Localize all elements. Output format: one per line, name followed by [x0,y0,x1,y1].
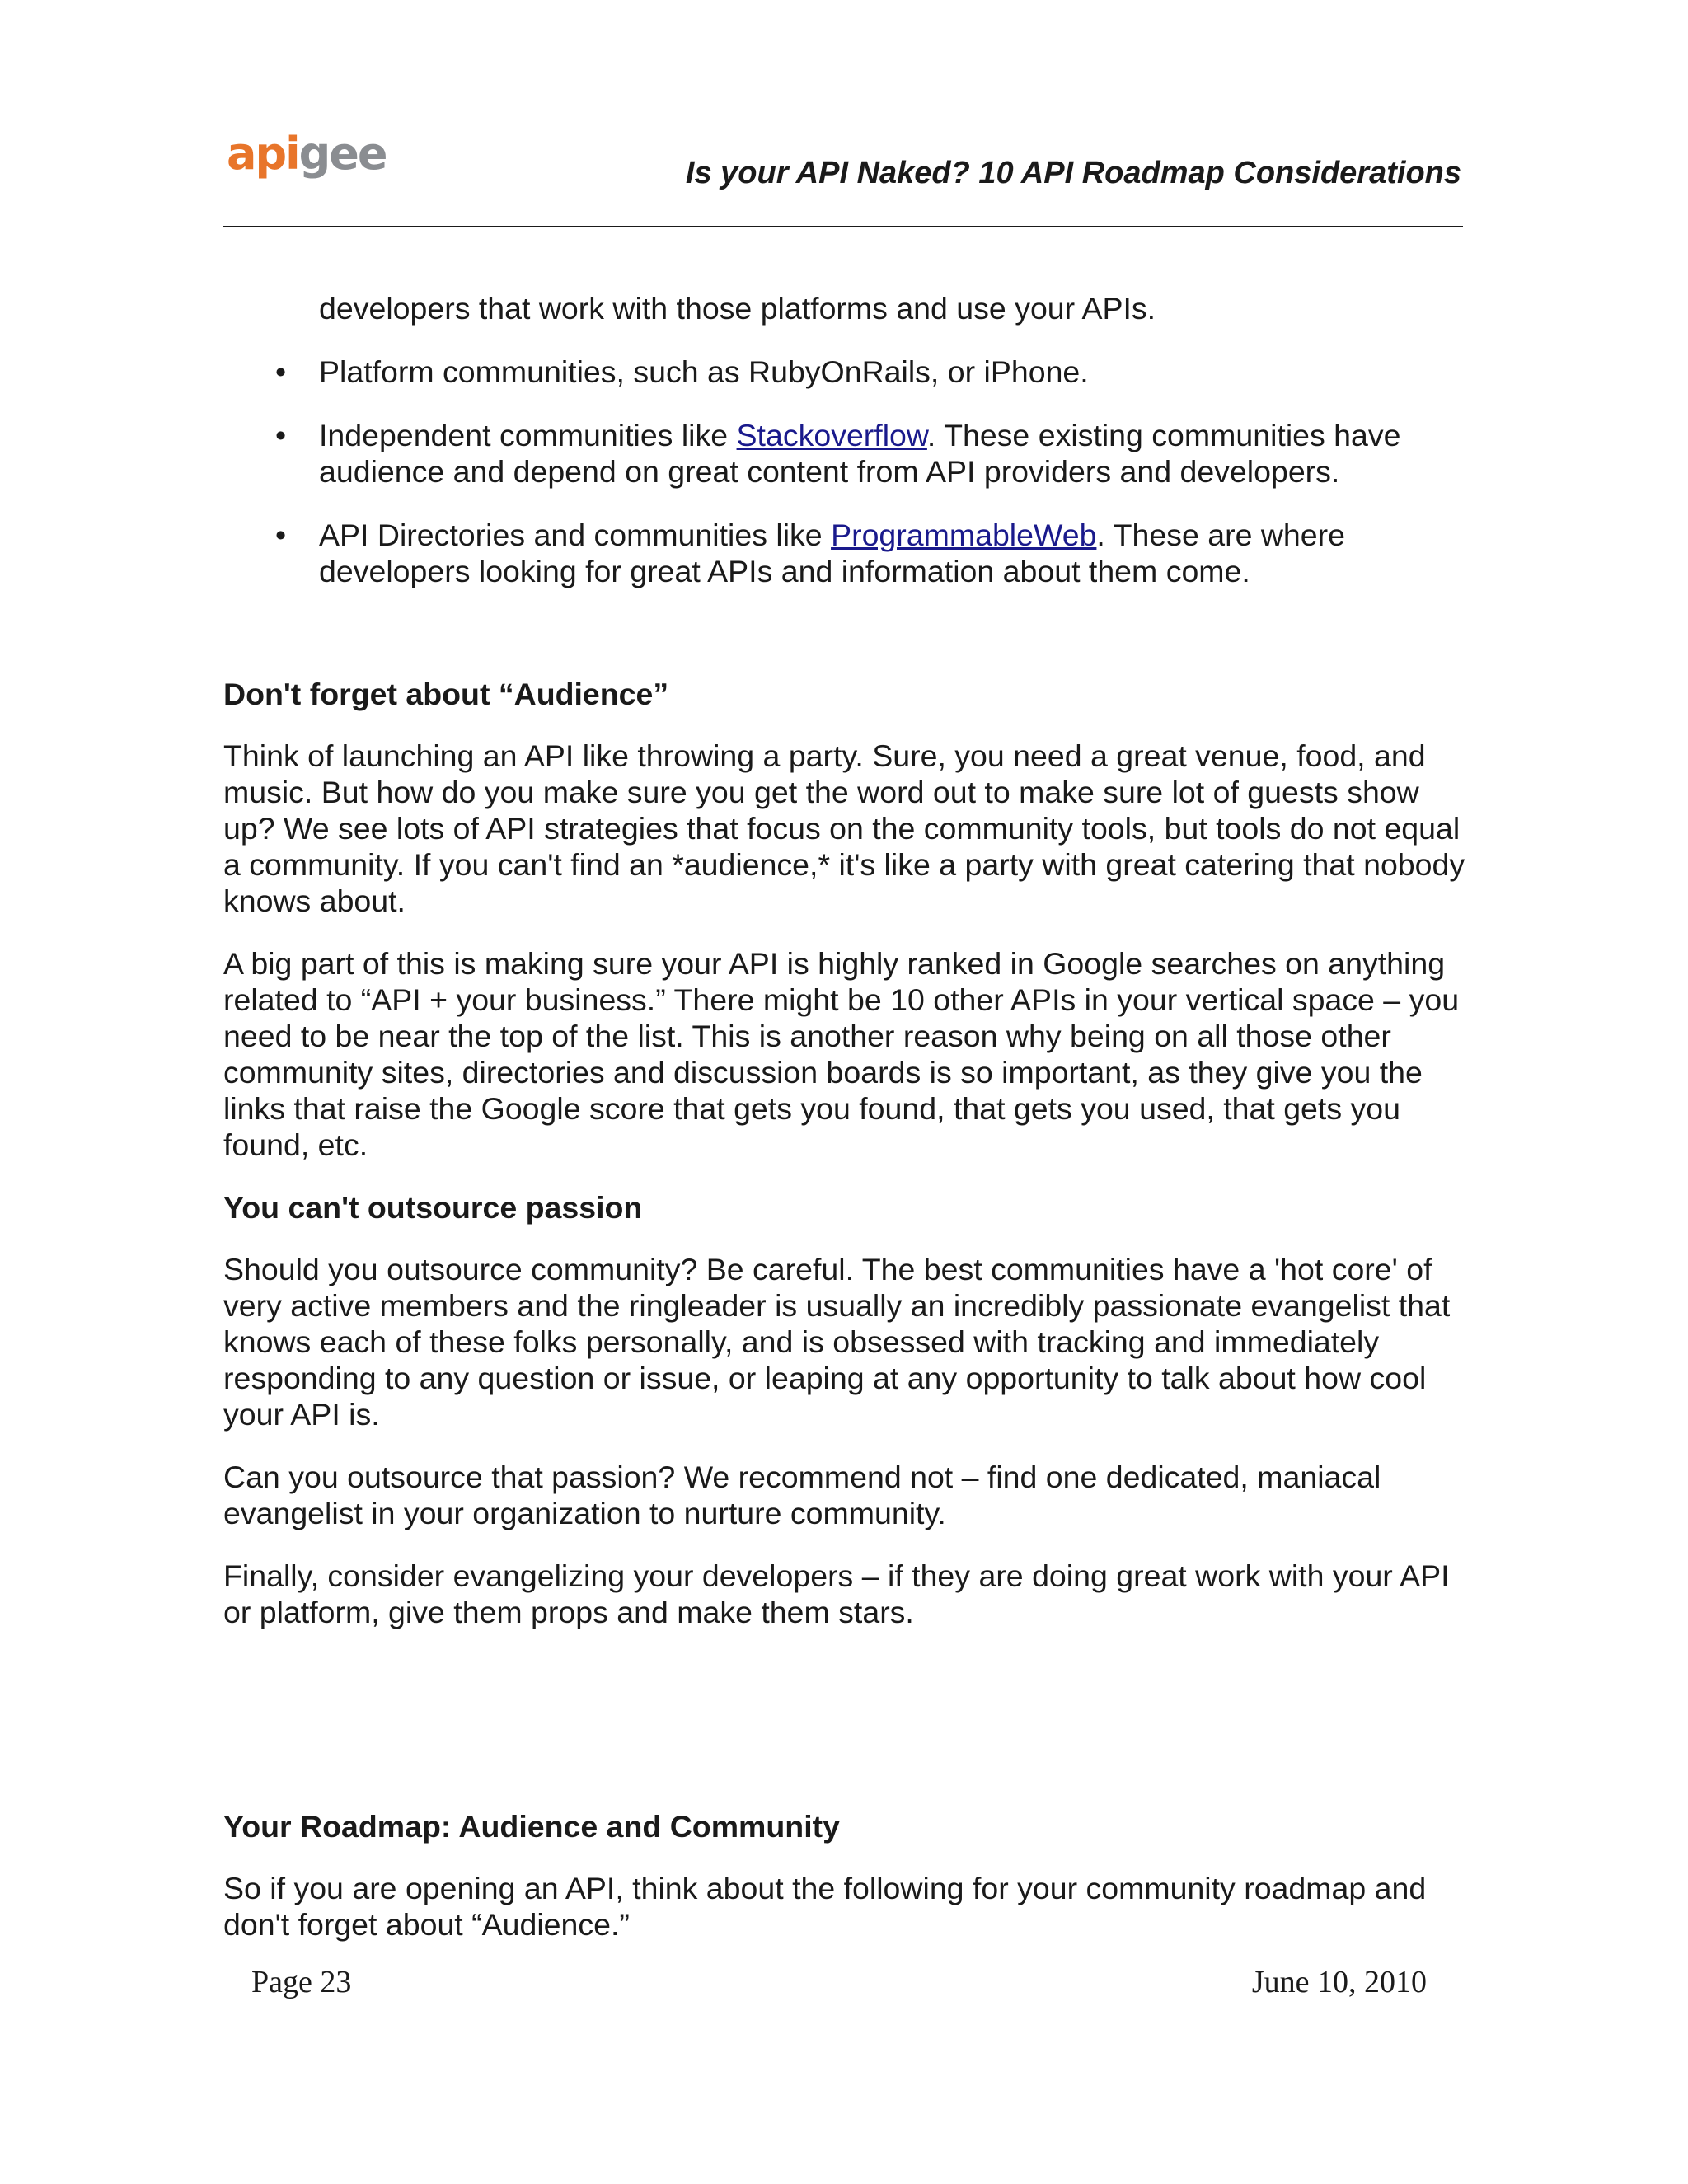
programmableweb-link[interactable]: ProgrammableWeb [831,518,1097,552]
paragraph: Think of launching an API like throwing a party. Sure, you need a great venue, food, and music. But how do you make sure you get the word out to make sure lot of guests show up? We see lots of API strategies that focus on the community tools, but tools do not equal a community. If you can't find an *audience,* it's like a party with great catering that nobody knows about. [223,738,1465,918]
list-item [223,354,1468,390]
list-item [223,517,1468,589]
list-item-text: . These are where developers looking for great APIs and information about them come. [319,518,1345,588]
page-number: Page 23 [251,1965,352,1999]
logo-suffix: gee [298,128,387,180]
stackoverflow-link[interactable]: Stackoverflow [736,418,927,452]
list-item [223,417,1468,490]
community-bullet-list [223,354,1468,589]
logo-prefix: api [227,128,299,180]
list-item-text: . These existing communities have audience and depend on great content from API providers and developers. [319,418,1401,489]
paragraph: A big part of this is making sure your API is highly ranked in Google searches on anything related to “API + your business.” There might be 10 other APIs in your vertical space – you need to be near the top of the list. This is another reason why being on all those other community sites, directories and discussion boards is so important, as they give you the links that raise the Google score that gets you found, that gets you used, that gets you found, etc. [223,946,1460,1162]
header-divider [223,226,1463,227]
list-item-text: API Directories and communities like [319,518,832,552]
spacer [223,1657,1468,1808]
bullet-icon: • [275,354,287,389]
footer-date: June 10, 2010 [1251,1965,1427,1999]
main-content [223,290,1468,1969]
bullet-icon: • [275,518,287,552]
paragraph: So if you are opening an API, think about the following for your community roadmap and don't forget about “Audience.” [223,1871,1427,1942]
paragraph: Finally, consider evangelizing your developers – if they are doing great work with your API or platform, give them props and make them stars. [223,1558,1450,1629]
bullet-icon: • [275,418,287,452]
list-item-text: Platform communities, such as RubyOnRails, or iPhone. [319,354,1089,389]
paragraph: Can you outsource that passion? We recommend not – find one dedicated, maniacal evangelist in your organization to nurture community. [223,1460,1381,1530]
header-title: Is your API Naked? 10 API Roadmap Considerations [685,156,1461,190]
section-heading-audience: Don't forget about “Audience” [223,677,669,711]
section-heading-passion: You can't outsource passion [223,1190,643,1225]
list-continuation-text: developers that work with those platforms and use your APIs. [319,291,1156,326]
apigee-logo [227,128,387,180]
paragraph: Should you outsource community? Be careful. The best communities have a 'hot core' of very active members and the ringleader is usually an incredibly passionate evangelist that knows each of these folks personally, and is obsessed with tracking and immediately responding to any question or issue, or leaping at any opportunity to talk about how cool your API is. [223,1252,1451,1432]
section-heading-roadmap: Your Roadmap: Audience and Community [223,1809,840,1844]
list-item-text: Independent communities like [319,418,737,452]
spacer [223,616,1468,676]
